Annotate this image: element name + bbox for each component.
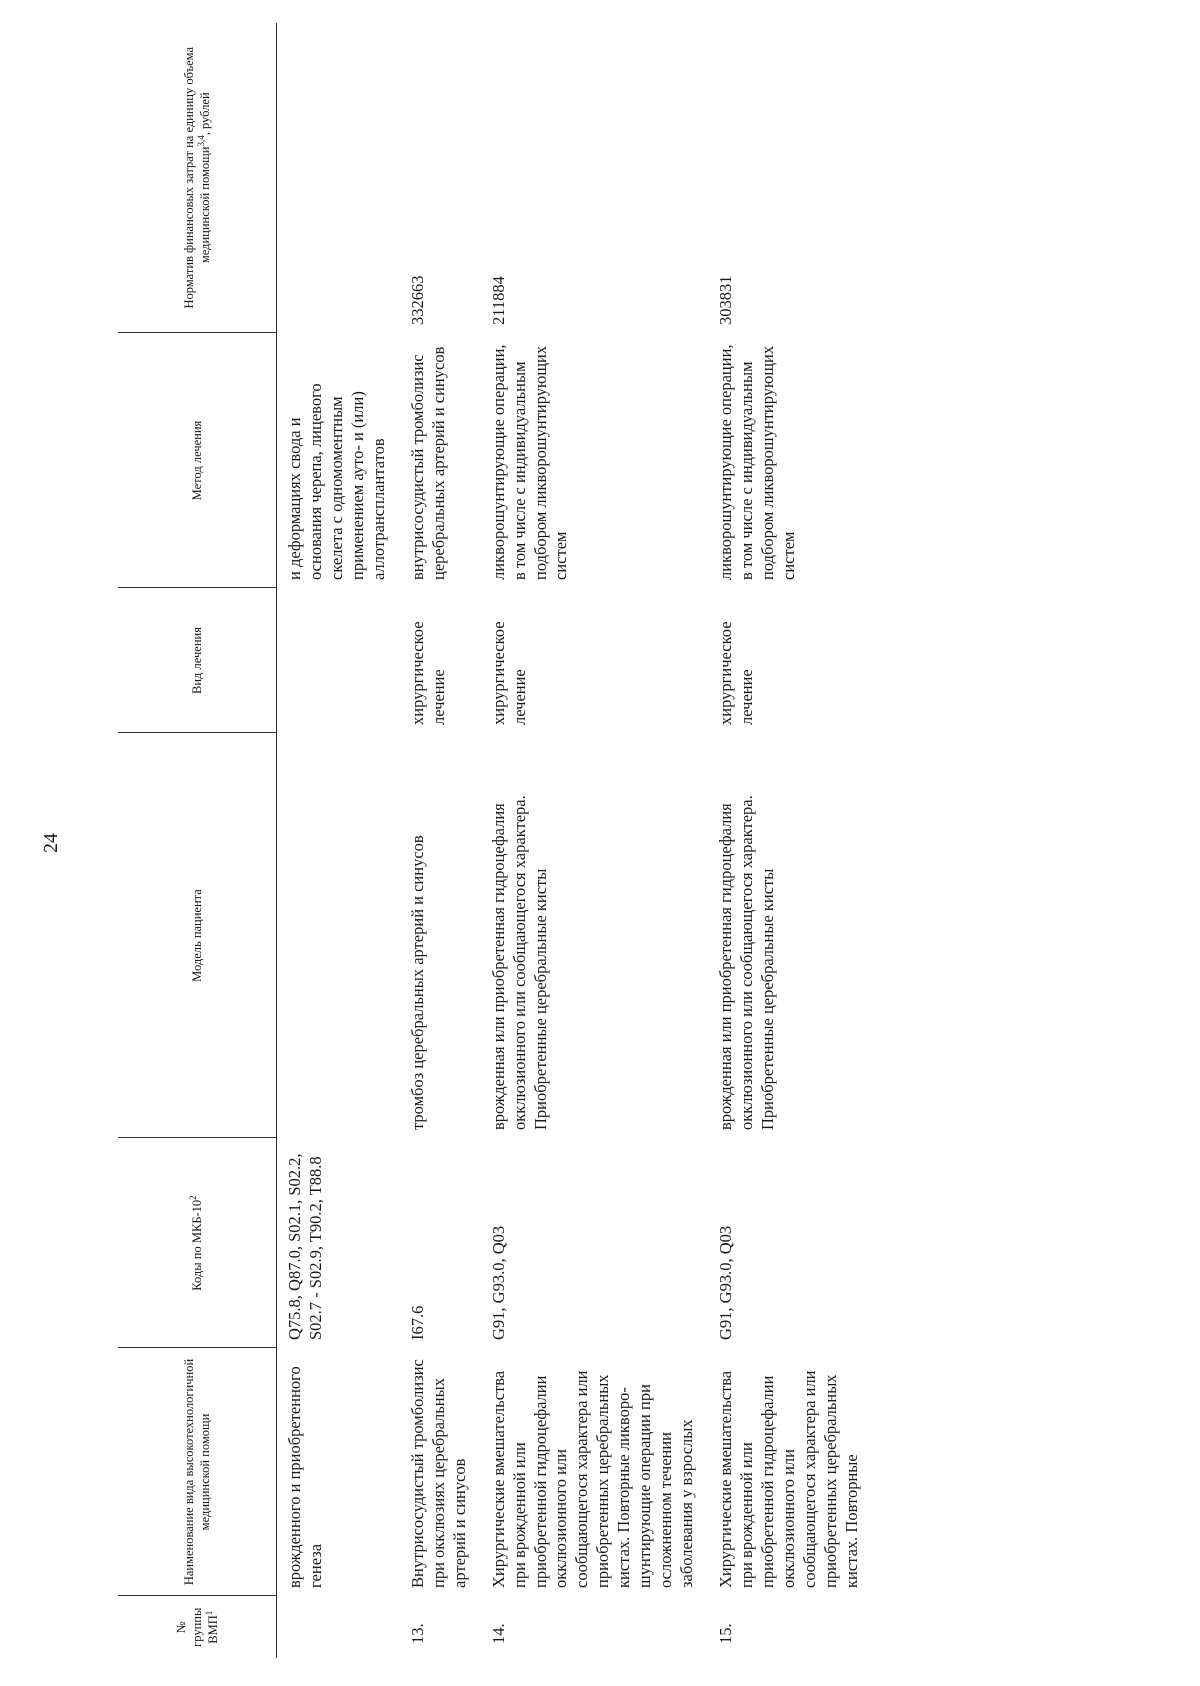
cell-num xyxy=(277,1596,390,1658)
cell-num: 15. xyxy=(716,1623,736,1644)
header-group-no: № группы ВМП$^1$ xyxy=(118,1596,277,1658)
cell-method: ликворошунтирующие операции, в том числе с индивидуальным подбором ликворошунтирующих систем xyxy=(488,344,571,580)
table-row xyxy=(471,23,699,1658)
header-model: Модель пациента xyxy=(118,733,277,1138)
cell-norm: 211884 xyxy=(488,276,508,325)
cell-method: ликворошунтирующие операции, в том числе с индивидуальным подбором ликворошунтирующих систем xyxy=(716,344,799,580)
cell-name: Хирургические вмешательства при врожденной или приобретенной гидроцефалии окклюзионного или сообщающегося характера или приобретенных церебральных кистах. Повторные xyxy=(716,1370,861,1588)
page-number: 24 xyxy=(40,833,62,853)
header-name: Наименование вида высокотехнологичной медицинской помощи xyxy=(118,1348,277,1596)
cell-norm xyxy=(277,23,390,333)
cell-codes: Q75.8, Q87.0, S02.1, S02.2, S02.7 - S02.9, T90.2, T88.8 xyxy=(285,1153,325,1340)
header-norm: Норматив финансовых затрат на единицу объема медицинской помощи$^{3,4}$, рублей xyxy=(118,23,277,333)
cell-method: внутрисосудистый тромболизис церебральных артерий и синусов xyxy=(407,346,448,580)
cell-codes: G91, G93.0, Q03 xyxy=(716,1225,736,1340)
cell-codes: G91, G93.0, Q03 xyxy=(488,1225,508,1340)
cell-model xyxy=(277,733,390,1138)
cell-name: Хирургические вмешательства при врожденной или приобретенной гидроцефалии окклюзионного или сообщающегося характера или приобретенных церебральных кистах. Повторные ликворо-шунтирующие операции при осложненном течении заболевания у взрослых xyxy=(488,1370,697,1588)
cell-codes: I67.6 xyxy=(407,1305,427,1340)
header-method: Метод лечения xyxy=(118,333,277,588)
cell-model: врожденная или приобретенная гидроцефалия окклюзионного или сообщающегося характера. Приобретенные церебральные кисты xyxy=(716,795,778,1130)
cell-kind: хирургическое лечение xyxy=(407,621,448,725)
table-row xyxy=(698,23,863,1658)
cell-kind: хирургическое лечение xyxy=(716,621,757,725)
cell-norm: 303831 xyxy=(716,275,736,325)
cell-norm: 332663 xyxy=(407,275,427,325)
cell-kind xyxy=(277,588,390,733)
header-kind: Вид лечения xyxy=(118,588,277,733)
cell-num: 14. xyxy=(488,1623,508,1644)
table-row xyxy=(277,23,390,1658)
cell-name: врожденного и приобретенного генеза xyxy=(285,1366,325,1588)
cell-num: 13. xyxy=(407,1623,427,1644)
header-codes: Коды по МКБ-$10^2$ xyxy=(118,1138,277,1348)
table-row xyxy=(390,23,471,1658)
cell-method: и деформациях свода и основания черепа, лицевого скелета с одномоментным применением ауто- и (или) аллотрансплантатов xyxy=(285,383,388,580)
cell-model: тромбоз церебральных артерий и синусов xyxy=(407,835,427,1130)
cell-name: Внутрисосудистый тромболизис при окклюзиях церебральных артерий и синусов xyxy=(407,1359,469,1588)
vmp-table xyxy=(118,23,863,1658)
cell-kind: хирургическое лечение xyxy=(488,621,529,725)
header-row xyxy=(118,23,277,1658)
cell-model: врожденная или приобретенная гидроцефалия окклюзионного или сообщающегося характера. Приобретенные церебральные кисты xyxy=(488,795,550,1130)
